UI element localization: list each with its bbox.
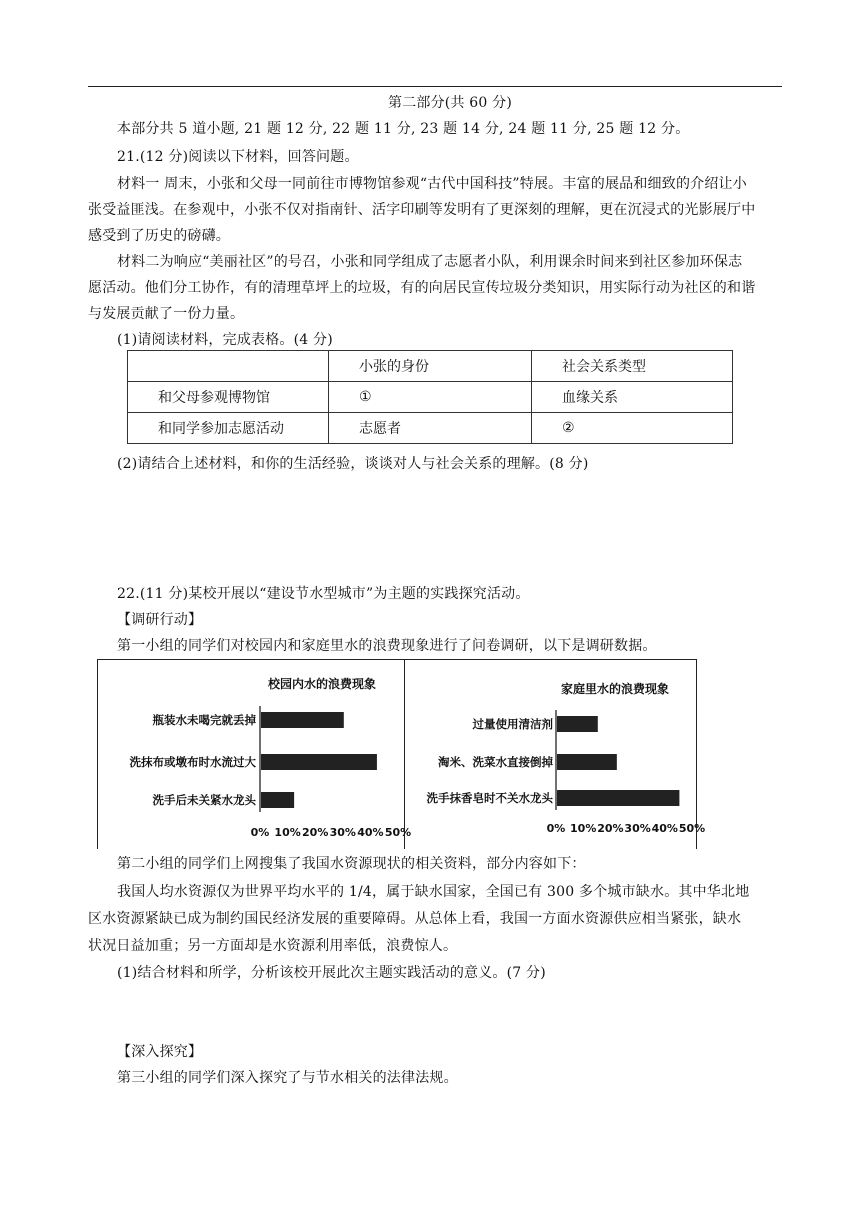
chart-tick-label: 10% <box>570 822 597 835</box>
q21-material2-line1: 材料二为响应“美丽社区”的号召，小张和同学组成了志愿者小队，利用课余时间来到社区参加环保志 <box>117 254 743 270</box>
chart-bar <box>557 716 598 732</box>
chart-tick-label: 20% <box>597 822 624 835</box>
q22-group2: 第二小组的同学们上网搜集了我国水资源现状的相关资料，部分内容如下： <box>117 856 586 872</box>
table-cell: 和父母参观博物馆 <box>128 382 329 413</box>
chart-tick-label: 50% <box>678 822 706 835</box>
chart-tick-label: 40% <box>651 822 678 835</box>
table-cell: ② <box>532 413 733 444</box>
chart-category-label: 淘米、洗菜水直接倒掉 <box>438 755 553 769</box>
chart-bar <box>261 792 294 808</box>
q22-deep-tag: 【深入探究】 <box>117 1044 203 1060</box>
q22-material-line1: 我国人均水资源仅为世界平均水平的 1/4，属于缺水国家，全国已有 300 多个城市缺水。其中华北地 <box>117 884 750 900</box>
chart-category-label: 洗手抹香皂时不关水龙头 <box>426 791 553 805</box>
q22-material-line2: 区水资源紧缺已成为制约国民经济发展的重要障碍。从总体上看，我国一方面水资源供应相当紧张，缺水 <box>88 911 742 927</box>
q21-sub1: (1)请阅读材料，完成表格。(4 分) <box>117 332 333 348</box>
chart-category-label: 瓶装水未喝完就丢掉 <box>152 713 256 727</box>
q21-material2-line3: 与发展贡献了一份力量。 <box>88 306 245 322</box>
q22-material-line3: 状况日益加重；另一方面却是水资源利用率低，浪费惊人。 <box>88 938 458 954</box>
table-cell: 血缘关系 <box>532 382 733 413</box>
chart-tick-label: 50% <box>384 826 412 839</box>
chart-tick-label: 10% <box>274 826 301 839</box>
chart-bar <box>557 754 617 770</box>
q21-material1-line2: 张受益匪浅。在参观中，小张不仅对指南针、活字印刷等发明有了更深刻的理解，更在沉浸式的光影展厅中 <box>88 202 756 218</box>
q21-material1-line1: 材料一 周末，小张和父母一同前往市博物馆参观“古代中国科技”特展。丰富的展品和细致的介绍让小 <box>117 176 747 192</box>
chart-tick-label: 30% <box>329 826 356 839</box>
chart-title: 家庭里水的浪费现象 <box>561 682 670 696</box>
table-cell: 志愿者 <box>329 413 532 444</box>
chart-category-label: 洗抹布或墩布时水流过大 <box>129 755 256 769</box>
q22-group3: 第三小组的同学们深入探究了与节水相关的法律法规。 <box>117 1070 458 1086</box>
q21-sub2: (2)请结合上述材料，和你的生活经验，谈谈对人与社会关系的理解。(8 分) <box>117 456 589 472</box>
q21-material2-line2: 愿活动。他们分工协作，有的清理草坪上的垃圾，有的向居民宣传垃圾分类知识，用实际行动为社区的和谐 <box>88 280 756 296</box>
chart-title: 校园内水的浪费现象 <box>268 677 377 691</box>
chart-tick-label: 30% <box>624 822 651 835</box>
q22-research-tag: 【调研行动】 <box>117 612 203 628</box>
q21-heading: 21.(12 分)阅读以下材料，回答问题。 <box>117 149 359 165</box>
chart-bar <box>261 754 377 770</box>
chart-tick-label: 40% <box>357 826 384 839</box>
table-cell: ① <box>329 382 532 413</box>
section-intro: 本部分共 5 道小题, 21 题 12 分, 22 题 11 分, 23 题 14 分, 24 题 11 分, 25 题 12 分。 <box>117 121 690 137</box>
chart-tick-label: 0% <box>546 822 566 835</box>
q22-heading: 22.(11 分)某校开展以“建设节水型城市”为主题的实践探究活动。 <box>117 586 530 602</box>
chart-tick-label: 20% <box>302 826 329 839</box>
table-header-identity: 小张的身份 <box>329 351 532 382</box>
section-title: 第二部分(共 60 分) <box>388 95 513 111</box>
q22-sub1: (1)结合材料和所学，分析该校开展此次主题实践活动的意义。(7 分) <box>117 965 546 981</box>
table-header-relation-type: 社会关系类型 <box>532 351 733 382</box>
chart-tick-label: 0% <box>250 826 270 839</box>
q22-group1: 第一小组的同学们对校园内和家庭里水的浪费现象进行了问卷调研，以下是调研数据。 <box>117 638 657 654</box>
q21-material1-line3: 感受到了历史的磅礴。 <box>88 228 230 244</box>
chart-bar <box>261 712 344 728</box>
table-cell: 和同学参加志愿活动 <box>128 413 329 444</box>
chart-category-label: 洗手后未关紧水龙头 <box>152 793 256 807</box>
chart-bar <box>557 790 679 806</box>
chart-category-label: 过量使用清洁剂 <box>472 717 553 731</box>
